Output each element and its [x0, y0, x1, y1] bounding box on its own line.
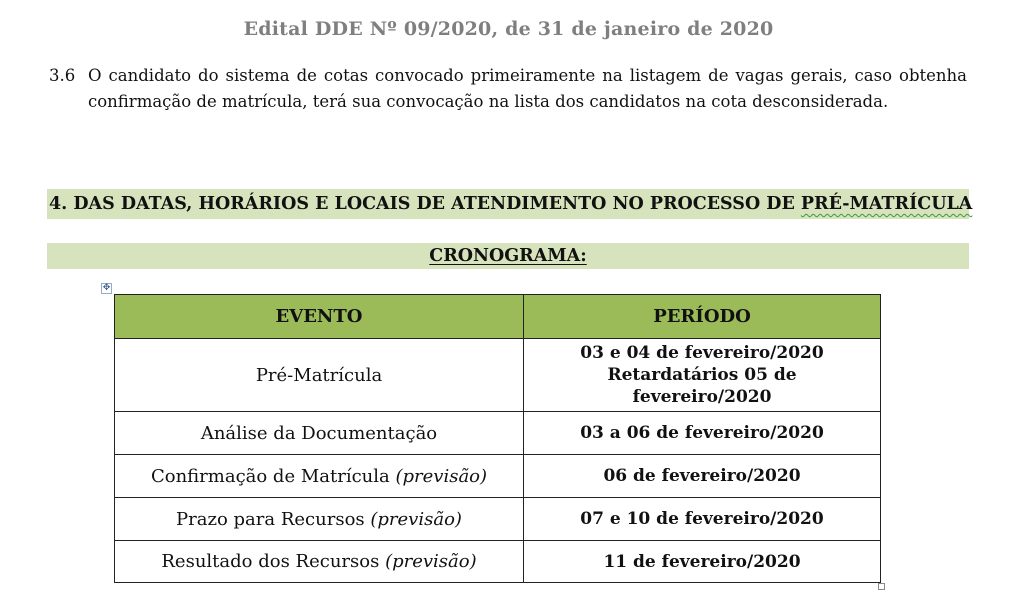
table-row — [115, 541, 881, 583]
event-name: Confirmação de Matrícula — [150, 465, 396, 487]
column-header-evento: EVENTO — [115, 295, 524, 339]
section-4-heading — [47, 189, 973, 219]
paragraph-text: O candidato do sistema de cotas convocado primeiramente na listagem de vagas gerais, caso obtenha confirmação de matrícula, terá sua convocação na lista dos candidatos na cota desconsiderada. — [88, 66, 967, 111]
event-name: Resultado dos Recursos — [161, 551, 386, 572]
move-arrows-icon[interactable]: ✥ — [102, 283, 111, 293]
event-name: Prazo para Recursos — [176, 508, 371, 530]
period-cell: 03 a 06 de fevereiro/2020 — [524, 412, 881, 455]
event-note: (previsão) — [370, 508, 462, 530]
event-cell — [115, 412, 524, 455]
event-name: Pré-Matrícula — [255, 364, 383, 386]
table-row — [115, 498, 881, 541]
cronograma-heading — [47, 243, 969, 269]
event-cell — [115, 339, 524, 412]
column-header-periodo: PERÍODO — [524, 295, 881, 339]
event-cell — [115, 541, 524, 583]
period-line: 03 e 04 de fevereiro/2020 — [580, 343, 824, 363]
period-cell: 06 de fevereiro/2020 — [524, 455, 881, 498]
event-cell — [115, 455, 524, 498]
spellcheck-flagged-word[interactable]: PRÉ-MATRÍCULA — [800, 194, 973, 214]
event-note: (previsão) — [395, 465, 488, 487]
period-cell: 11 de fevereiro/2020 — [524, 541, 881, 583]
period-line: Retardatários 05 de fevereiro/2020 — [607, 365, 797, 407]
table-row — [115, 339, 881, 412]
resize-square-icon[interactable] — [878, 583, 885, 590]
section-4-title: 4. DAS DATAS, HORÁRIOS E LOCAIS DE ATENDIMENTO NO PROCESSO DE — [49, 194, 801, 214]
schedule-table — [114, 294, 881, 583]
table-row — [115, 455, 881, 498]
event-cell — [115, 498, 524, 541]
period-cell — [524, 339, 881, 412]
table-row — [115, 412, 881, 455]
event-name: Análise da Documentação — [200, 422, 438, 444]
table-header-row — [115, 295, 881, 339]
document-header-title: Edital DDE Nº 09/2020, de 31 de janeiro de 2020 — [243, 18, 774, 40]
period-cell: 07 e 10 de fevereiro/2020 — [524, 498, 881, 541]
cronograma-title: CRONOGRAMA: — [429, 246, 587, 266]
event-note: (previsão) — [385, 551, 477, 572]
paragraph-3-6 — [49, 63, 967, 115]
paragraph-number: 3.6 — [49, 66, 76, 85]
